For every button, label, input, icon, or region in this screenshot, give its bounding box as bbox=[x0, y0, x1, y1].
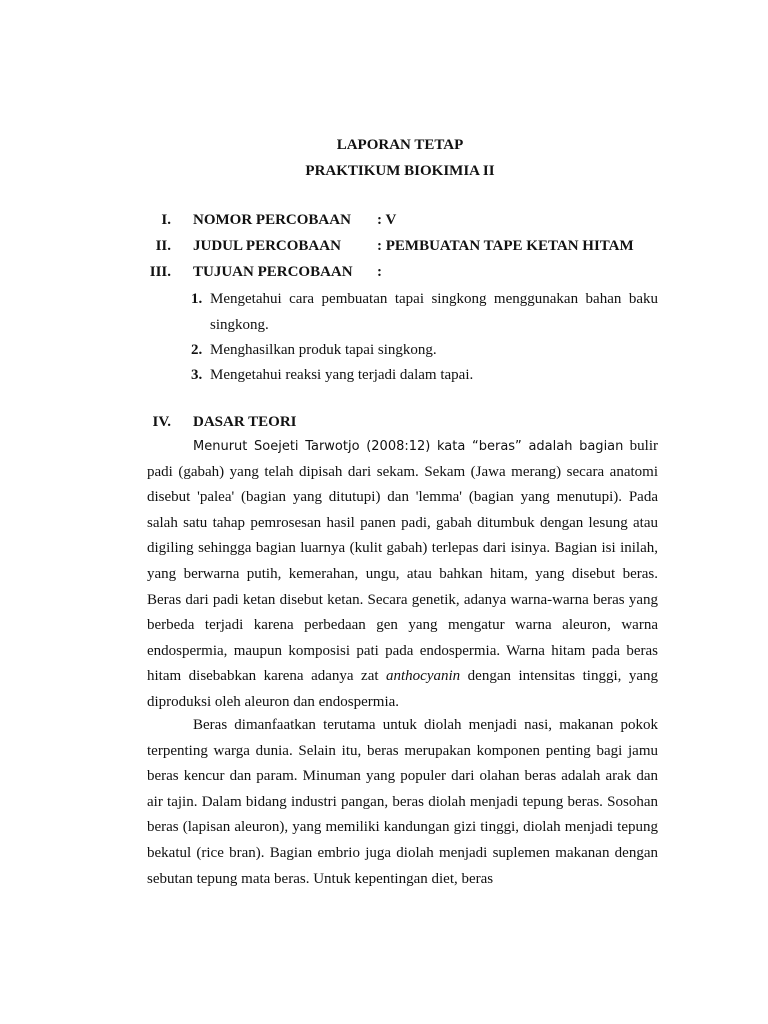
theory-paragraph-1 bbox=[147, 434, 658, 716]
section-number: III. bbox=[149, 264, 171, 280]
objective-text: Mengetahui reaksi yang terjadi dalam tapai. bbox=[210, 367, 474, 383]
objective-text-continued: singkong. bbox=[210, 317, 269, 333]
objective-text: Menghasilkan produk tapai singkong. bbox=[210, 342, 437, 358]
section-row-nomor bbox=[0, 212, 768, 232]
objective-number: 1. bbox=[191, 291, 203, 307]
section-number: IV. bbox=[152, 414, 171, 430]
theory-italic-term: anthocyanin bbox=[386, 668, 461, 685]
objective-number: 2. bbox=[191, 342, 203, 358]
section-label: NOMOR PERCOBAAN bbox=[193, 212, 351, 228]
theory-text: Beras dimanfaatkan terutama untuk diolah menjadi nasi, makanan pokok terpenting warga dunia. Selain itu, beras merupakan komponen penting bagi jamu beras kencur dan param. Minuman yang populer dari olahan beras adalah arak dan air tajin. Dalam bidang industri pangan, beras diolah menjadi tepung beras. Sosohan beras (lapisan aleuron), yang memiliki kandungan gizi tinggi, diolah menjadi tepung bekatul (rice bran). Bagian embrio juga diolah menjadi suplemen makanan dengan sebutan tepung mata beras. Untuk kepentingan diet, beras bbox=[147, 717, 658, 887]
objective-item-3 bbox=[191, 362, 658, 388]
section-value: : bbox=[377, 264, 382, 280]
objective-item-2 bbox=[191, 337, 658, 363]
section-value: : PEMBUATAN TAPE KETAN HITAM bbox=[377, 238, 634, 254]
theory-paragraph-2 bbox=[147, 713, 658, 892]
section-number: II. bbox=[155, 238, 171, 254]
section-label: DASAR TEORI bbox=[193, 414, 297, 430]
report-subtitle: PRAKTIKUM BIOKIMIA II bbox=[305, 163, 495, 179]
objective-number: 3. bbox=[191, 367, 203, 383]
theory-text: bulir padi (gabah) yang telah dipisah dari sekam. Sekam (Jawa merang) secara anatomi disebut 'palea' (bagian yang ditutupi) dan 'lemma' (bagian yang menutupi). Pada salah satu tahap pemrosesan hasil panen padi, gabah ditumbuk dengan lesung atau digiling sehingga bagian luarnya (kulit gabah) terlepas dari isinya. Bagian isi inilah, yang berwarna putih, kemerahan, ungu, atau bahkan hitam, yang disebut beras. Beras dari padi ketan disebut ketan. Secara genetik, adanya warna-warna beras yang berbeda terjadi karena perbedaan gen yang mengatur warna aleuron, warna endospermia, maupun komposisi pati pada endospermia. Warna hitam pada beras hitam disebabkan karena adanya zat bbox=[147, 438, 658, 685]
theory-citation: Menurut Soejeti Tarwotjo (2008:12) kata “beras” adalah bagian bbox=[193, 439, 624, 454]
section-number: I. bbox=[161, 212, 171, 228]
objective-item-1 bbox=[191, 286, 658, 338]
report-title: LAPORAN TETAP bbox=[336, 137, 464, 153]
section-row-judul bbox=[0, 238, 768, 258]
section-row-dasar-teori bbox=[0, 414, 768, 434]
objective-text: Mengetahui cara pembuatan tapai singkong menggunakan bahan baku bbox=[210, 291, 658, 307]
theory-text: dengan intensitas tinggi, yang diproduksi oleh aleuron dan endospermia. bbox=[147, 668, 659, 710]
section-label: TUJUAN PERCOBAAN bbox=[193, 264, 353, 280]
section-label: JUDUL PERCOBAAN bbox=[193, 238, 341, 254]
section-value: : V bbox=[377, 212, 397, 228]
section-row-tujuan bbox=[0, 264, 768, 284]
